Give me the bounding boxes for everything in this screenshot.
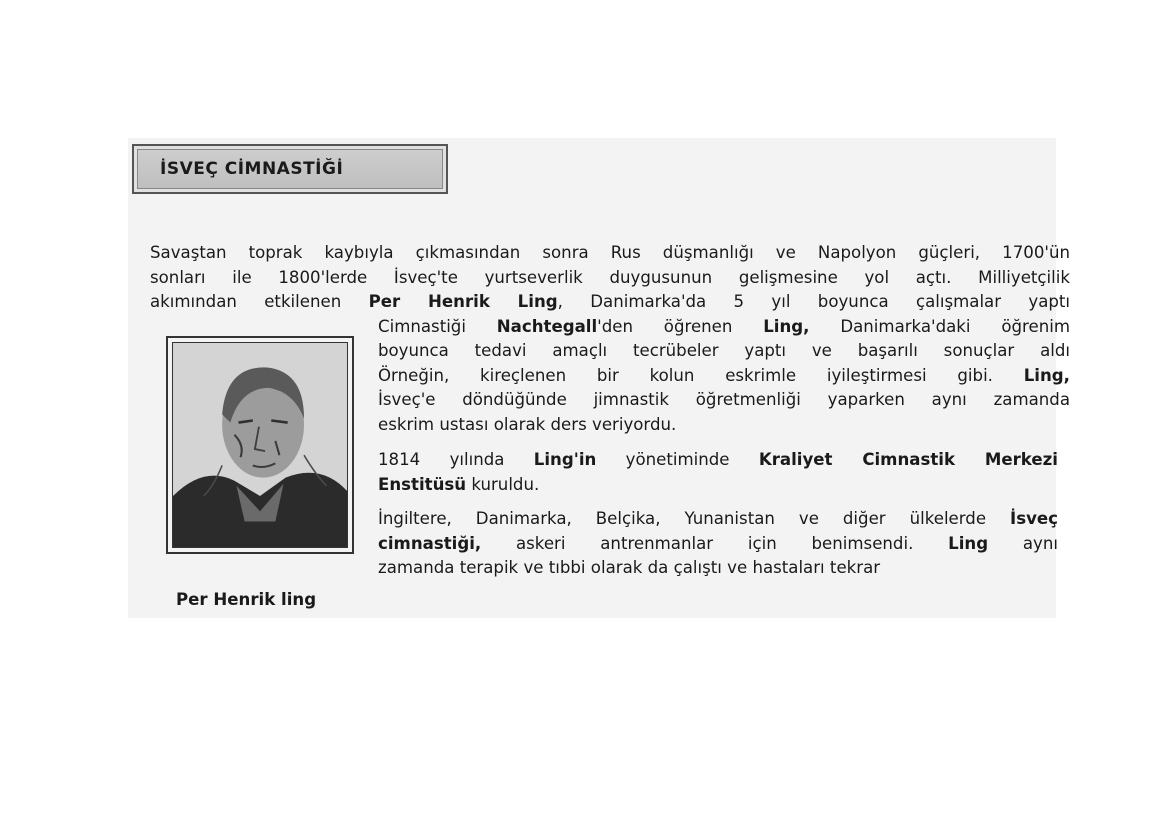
text-line: [150, 241, 1070, 266]
bold-text: Kraliyet Cimnastik Merkezi: [758, 450, 1058, 469]
text-line: [378, 413, 1070, 438]
text-run: boyunca tedavi amaçlı tecrübeler yaptı ve başarılı sonuçlar aldı: [378, 341, 1070, 360]
scanned-page: [128, 138, 1071, 618]
portrait-image: [172, 342, 348, 548]
text-line: [378, 448, 1058, 473]
portrait-caption: Per Henrik ling: [176, 590, 317, 609]
section-title-box: [132, 144, 448, 194]
text-run: akımından etkilenen: [150, 292, 369, 311]
bold-text: cimnastiği,: [378, 533, 482, 553]
text-run: 1814 yılında: [378, 450, 534, 469]
text-run: yönetiminde: [596, 450, 759, 469]
bold-text: Ling: [948, 533, 989, 553]
text-run: sonları ile 1800'lerde İsveç'te yurtseverlik duygusunun gelişmesine yol açtı. Milliyetçilik: [150, 267, 1070, 287]
bold-text: Ling,: [763, 316, 810, 336]
text-run: Savaştan toprak kaybıyla çıkmasından sonra Rus düşmanlığı ve Napolyon güçleri, 1700'ün: [150, 243, 1070, 262]
portrait-engraving: [173, 343, 347, 547]
text-run: Örneğin, kireçlenen bir kolun eskrimle iyileştirmesi gibi.: [378, 365, 1024, 385]
text-run: aynı: [988, 533, 1058, 553]
text-line: [150, 290, 1070, 315]
text-run: Danimarka'daki öğrenim: [809, 316, 1070, 336]
text-run: eskrim ustası olarak ders veriyordu.: [378, 414, 677, 434]
text-run: , Danimarka'da 5 yıl boyunca çalışmalar yaptı: [557, 292, 1071, 311]
bold-text: İsveç: [1010, 509, 1058, 528]
portrait-frame: [166, 336, 354, 554]
text-line: [378, 532, 1058, 557]
text-run: kuruldu.: [466, 474, 540, 494]
text-line: [150, 266, 1070, 291]
text-line: [378, 556, 1058, 581]
text-line: [378, 315, 1070, 340]
text-run: 'den öğrenen: [597, 316, 764, 336]
text-line: [378, 339, 1070, 364]
text-line: [378, 388, 1070, 413]
paragraph-2: [378, 448, 1058, 497]
text-line: [378, 507, 1058, 532]
text-run: İngiltere, Danimarka, Belçika, Yunanistan ve diğer ülkelerde: [378, 509, 1011, 528]
text-line: [378, 364, 1070, 389]
text-run: İsveç'e döndüğünde jimnastik öğretmenliği yaparken aynı zamanda: [378, 390, 1070, 409]
text-line: [378, 473, 1058, 498]
text-run: askeri antrenmanlar için benimsendi.: [481, 533, 949, 553]
bold-text: Nachtegall: [496, 316, 598, 336]
bold-text: Ling,: [1023, 365, 1070, 385]
section-title: İSVEÇ CİMNASTİĞİ: [160, 159, 344, 179]
bold-text: Enstitüsü: [378, 474, 467, 494]
bold-text: Ling'in: [533, 450, 597, 469]
paragraph-3: [378, 507, 1058, 581]
text-run: Cimnastiği: [378, 316, 497, 336]
text-run: zamanda terapik ve tıbbi olarak da çalıştı ve hastaları tekrar: [378, 558, 881, 577]
bold-text: Per Henrik Ling: [368, 292, 558, 311]
